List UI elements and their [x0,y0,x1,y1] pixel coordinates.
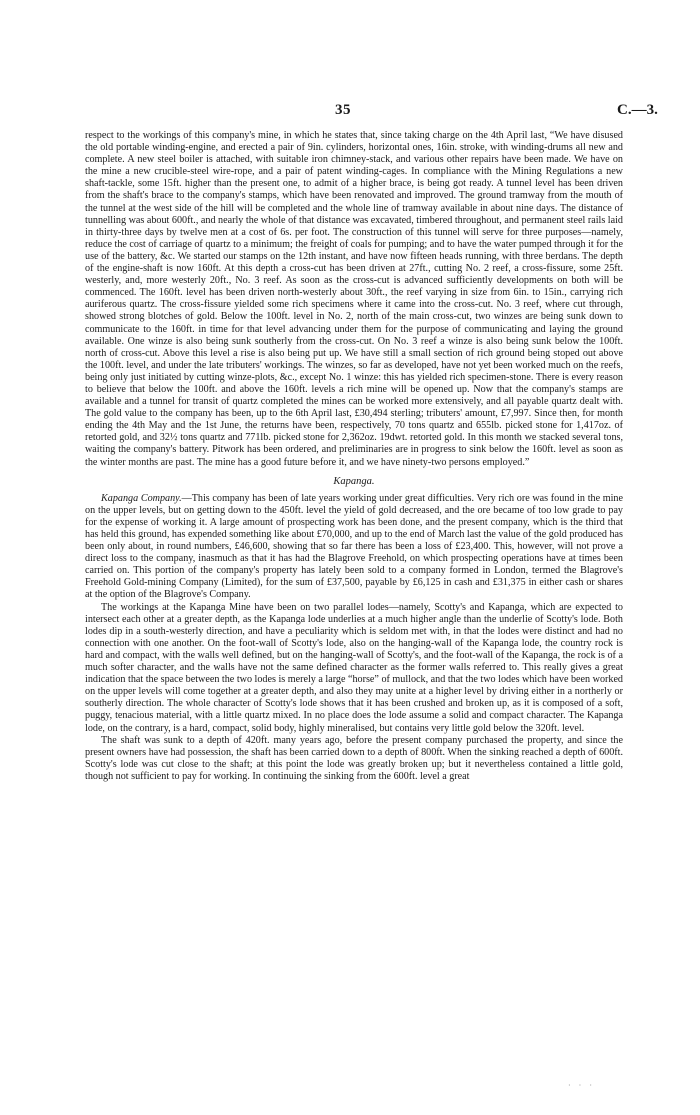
paragraph-battery-report: respect to the workings of this company's mine, in which he states that, since taking charge on the 4th April last, “We have disused the old portable winding-engine, and erected a pair of 9in. cylinders, horizontal ones, 16in. stroke, with winding-drums all new and complete. A new steel boiler is attached, with suitable iron chimney-stack, and various other repairs have been made. We have on the mine a new crucible-steel wire-rope, and a pair of patent winding-cages. In compliance with the Mining Regulations a new shaft-tackle, some 15ft. higher than the present one, to admit of a higher brace, is being got ready. A tunnel level has been driven from the shaft's brace to the company's stamps, which have been renovated and improved. The ground tramway from the mouth of the tunnel at the west side of the hill will be completed and the whole line of tramway available in about nine days. The distance of tunnelling was about 600ft., and nearly the whole of that distance was excavated, timbered throughout, and permanent steel rails laid in thirty-three days by twelve men at a cost of 6s. per foot. The construction of this tunnel will serve for three purposes—namely, reduce the cost of carriage of quartz to a minimum; the freight of coals for pumping; and to have the water pumped through it for the use of the battery, &c. We started our stamps on the 12th instant, and have now fifteen heads running, with three berdans. The depth of the engine-shaft is now 160ft. At this depth a cross-cut has been driven at 27ft., cutting No. 2 reef, a cross-fissure, some 25ft. westerly, and, more westerly 20ft., No. 3 reef. As soon as the cross-cut is advanced sufficiently developments on both will be commenced. The 160ft. level has been driven north-westerly about 30ft., the reef varying in size from 6in. to 15in., carrying rich auriferous quartz. The cross-fissure yielded some rich specimens where it came into the cross-cut. No. 3 reef, where cut through, showed strong blotches of gold. Below the 100ft. level in No. 2, north of the main cross-cut, two winzes are being sunk down to communicate to the 160ft. in time for that level advancing under them for the purpose of communicating and laying the ground available. One winze is also being sunk southerly from the cross-cut. On No. 3 reef a winze is also being sunk below the 100ft. north of cross-cut. Above this level a rise is also being put up. We have still a small section of rich ground being stoped out above the 100ft. level, and under the late tributers' workings. The winzes, so far as developed, have not yet been worked much on the reefs, being only just initiated by cutting winze-plots, &c., except No. 1 winze: this has yielded rich specimen-stone. There is every reason to believe that below the 100ft. and above the 160ft. levels a rich mine will be opened up. Now that the company's stamps are available and a tunnel for transit of quartz completed the mines can be worked more extensively, and all payable quartz dealt with. The gold value to the company has been, up to the 6th April last, £30,494 sterling; tributers' amount, £7,997. Since then, for month ending the 4th May and the 1st June, the returns have been, respectively, 70 tons quartz and 655lb. picked stone for 1,417oz. of retorted gold, and 32½ tons quartz and 771lb. picked stone for 2,362oz. 19dwt. retorted gold. In this month we stacked several tons, waiting the company's battery. Pitwork has been ordered, and preliminaries are in progress to sink below the 160ft. level as soon as the winter months are past. The mine has a good future before it, and we have ninety-two persons employed.” [85,130,623,468]
body-text [85,130,623,783]
paragraph-lead-kapanga-company: Kapanga Company. [101,492,182,504]
section-heading-kapanga: Kapanga. [333,475,375,487]
paragraph-kapanga-company [85,493,623,602]
document-reference: C.—3. [617,102,658,118]
print-marks: · · · [568,1081,595,1090]
paragraph-kapanga-company-text: —This company has been of late years working under great difficulties. Very rich ore was found in the mine on the upper levels, but on getting down to the 450ft. level the yield of gold decreased, and the ore became of too low grade to pay for the expense of working it. A large amount of prospecting work has been done, and the present company, which is the third that has held this ground, has expended something like about £70,000, and up to the end of March last the value of the gold produced has been only about, in round numbers, £46,600, showing that so far there has been a loss of £23,400. This, however, will not prove a direct loss to the company, inasmuch as that it has had the Blagrove Freehold, on which prospecting operations have at times been carried on. This portion of the company's property has lately been sold to a company formed in London, termed the Blagrove's Freehold Gold-mining Company (Limited), for the sum of £37,500, payable by £6,125 in cash and £31,375 in either cash or shares at the option of the Blagrove's Company. [85,492,623,601]
paragraph-kapanga-shaft: The shaft was sunk to a depth of 420ft. many years ago, before the present company purchased the property, and since the present owners have had possession, the shaft has been carried down to a depth of 800ft. When the sinking reached a depth of 600ft. Scotty's lode was cut close to the shaft; at this point the lode was greatly broken up; but it nevertheless contained a little gold, though not sufficient to pay for working. In continuing the sinking from the 600ft. level a great [85,734,623,782]
page-number: 35 [335,102,351,118]
paragraph-kapanga-workings: The workings at the Kapanga Mine have been on two parallel lodes—namely, Scotty's and Kapanga, which are expected to intersect each other at a greater depth, as the Kapanga lode underlies at a much higher angle than the underlie of Scotty's lode. Both lodes dip in a south-westerly direction, and have a peculiarity which is seldom met with, in that the lodes were distinct and had no connection with one another. On the foot-wall of Scotty's lode, also on the hanging-wall of the Kapanga lode, the country rock is hard and compact, with the walls well defined, but on the hanging-wall of Scotty's, and the foot-wall of the Kapanga, the rock is of a much softer character, and the walls have not the same defined character as the former walls referred to. This really gives a great indication that the space between the two lodes is merely a large “horse” of mullock, and that the two lodes which have been worked on the upper levels will come together at a greater depth, and also they may unite at a higher level by driving either in a northerly or southerly direction. The whole character of Scotty's lode shows that it has been crushed and broken up, as it is composed of a soft, puggy, tenacious material, with a little quartz mixed. In no place does the lode assume a solid and compact character. The Kapanga lode, on the contrary, is a hard, compact, solid body, highly mineralised, but contains very little gold below the 320ft. level. [85,601,623,734]
